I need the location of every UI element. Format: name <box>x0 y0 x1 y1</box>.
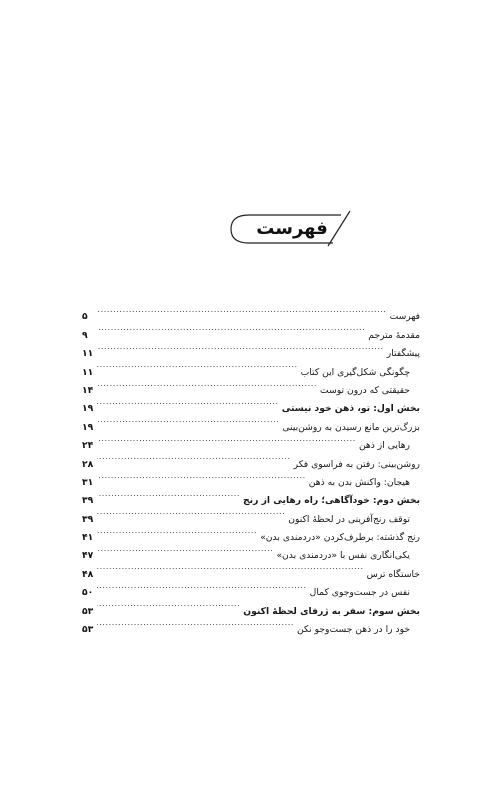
toc-entry-title: حقیقتی که درون توست <box>320 384 410 396</box>
toc-entry-title: رهایی از ذهن <box>358 440 410 452</box>
toc-entry-page-number: ۱۹ <box>82 421 94 433</box>
toc-leader-dots <box>97 338 384 356</box>
toc-entry <box>82 522 420 544</box>
toc-leader-dots <box>97 485 240 503</box>
toc-entry-page-number: ۹ <box>82 329 88 341</box>
toc-entry-page-number: ۱۹ <box>82 403 94 415</box>
toc-entry-page-number: ۱۱ <box>82 366 94 378</box>
toc-leader-dots <box>97 448 291 466</box>
toc-leader-dots <box>97 411 279 429</box>
toc-entry-page-number: ۳۹ <box>82 495 94 507</box>
toc-entry-title: نفس در جست‌وجوی کمال <box>309 587 410 599</box>
toc-entry <box>82 558 420 580</box>
toc-leader-dots <box>97 356 298 374</box>
toc-entry-page-number: ۴۷ <box>82 550 94 562</box>
toc-entry-title: بزرگ‌ترین مانع رسیدن به روشن‌بینی <box>282 421 420 433</box>
toc-entry <box>82 319 420 341</box>
toc-entry <box>82 485 420 507</box>
toc-entry-page-number: ۵۳ <box>82 605 94 617</box>
toc-entry-title: پیشگفتار <box>386 348 420 360</box>
toc-entry-title: مقدمهٔ مترجم <box>368 329 420 341</box>
toc-entry <box>82 375 420 396</box>
toc-entry <box>82 503 420 525</box>
toc-leader-dots <box>97 393 279 411</box>
toc-entry-title: هیجان: واکنش بدن به ذهن <box>308 476 410 488</box>
toc-entry-page-number: ۲۸ <box>82 458 94 470</box>
toc-leader-dots <box>97 577 307 595</box>
toc-entry <box>82 356 420 378</box>
toc-entry-page-number: ۵۳ <box>82 624 94 636</box>
toc-entry-title: روشن‌بینی: رفتن به فراسوی فکر <box>293 458 420 470</box>
toc-entry-title: رنج گذشته: برطرف‌کردن «دردمندی بدن» <box>260 532 420 544</box>
toc-entry <box>82 467 420 488</box>
toc-leader-dots <box>97 503 285 521</box>
toc-leader-dots <box>97 614 294 632</box>
toc-entry <box>82 448 420 470</box>
toc-entry <box>82 614 420 636</box>
toc-entry-page-number: ۲۴ <box>82 440 94 452</box>
toc-entry-page-number: ۱۱ <box>82 348 94 360</box>
toc-leader-dots <box>97 467 306 485</box>
toc-entry <box>82 393 420 415</box>
toc-entry-title: بخش اول: تو، ذهن خود نیستی <box>281 403 420 415</box>
toc-entry-title: توقف رنج‌آفرینی در لحظهٔ اکنون <box>288 513 410 525</box>
toc-leader-dots <box>97 375 317 393</box>
toc-entry-title: بخش دوم: خودآگاهی؛ راه رهایی از رنج <box>243 495 420 507</box>
contents-heading-box <box>229 210 355 248</box>
toc-entry-page-number: ۵۰ <box>82 587 94 599</box>
toc-entry-page-number: ۱۴ <box>82 384 94 396</box>
toc-entry <box>82 301 420 323</box>
toc-entry-page-number: ۳۹ <box>82 513 94 525</box>
toc-leader-dots <box>97 301 387 319</box>
toc-entry <box>82 595 420 617</box>
toc-entry-title: خود را در ذهن جست‌وجو نکن <box>297 624 410 636</box>
toc-leader-dots <box>97 540 273 558</box>
toc-entry-title: چگونگی شکل‌گیری این کتاب <box>300 366 410 378</box>
toc-leader-dots <box>97 319 365 337</box>
contents-title: فهرست <box>256 218 328 239</box>
toc-entry <box>82 577 420 599</box>
toc-entry-page-number: ۳۱ <box>82 476 94 488</box>
toc-entry-page-number: ۵ <box>82 311 88 323</box>
toc-entry <box>82 411 420 433</box>
toc-leader-dots <box>97 522 257 540</box>
toc-entry-title: خاستگاه ترس <box>366 568 420 580</box>
toc-entry <box>82 540 420 562</box>
toc-entry <box>82 338 420 360</box>
table-of-contents <box>82 301 420 636</box>
toc-entry-title: یکی‌انگاری نفس با «دردمندی بدن» <box>276 550 410 562</box>
toc-leader-dots <box>97 558 364 576</box>
toc-leader-dots <box>97 430 356 448</box>
toc-entry-title: فهرست <box>389 311 420 323</box>
toc-entry <box>82 430 420 452</box>
toc-entry-title: بخش سوم: سفر به ژرفای لحظهٔ اکنون <box>243 605 420 617</box>
toc-entry-page-number: ۴۸ <box>82 568 94 580</box>
toc-leader-dots <box>97 595 240 613</box>
toc-entry-page-number: ۴۱ <box>82 532 94 544</box>
